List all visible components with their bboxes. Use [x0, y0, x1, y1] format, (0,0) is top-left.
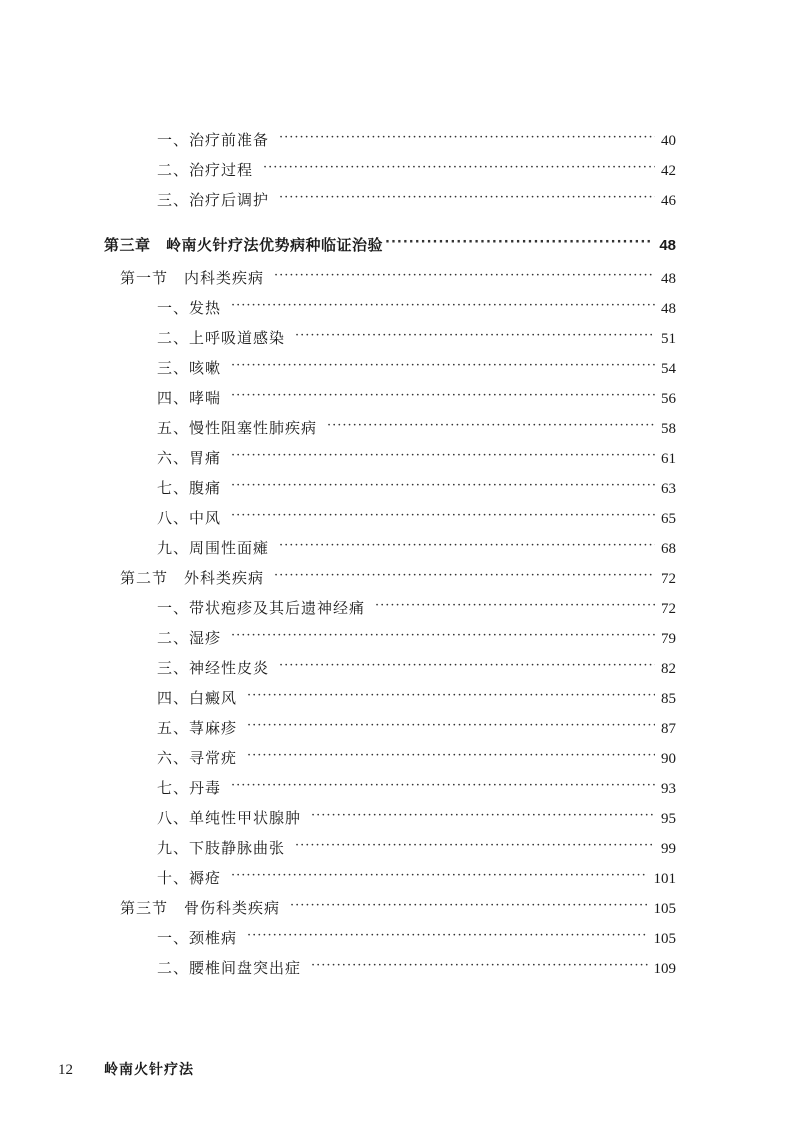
dot-leader: [247, 922, 647, 946]
dot-leader: [263, 154, 655, 178]
dot-leader: [274, 262, 655, 286]
toc-entry-title: 九、周围性面瘫: [157, 539, 270, 557]
toc-entry-title: 八、单纯性甲状腺肿: [157, 809, 302, 827]
toc-entry-title: 五、慢性阻塞性肺疾病: [157, 419, 318, 437]
dot-leader: [231, 622, 655, 646]
toc-entry-page: 99: [661, 841, 676, 857]
toc-entry-page: 85: [661, 691, 676, 707]
toc-entry-title: 十、褥疮: [157, 869, 222, 887]
dot-leader: [231, 352, 655, 376]
toc-entry-page: 61: [661, 451, 676, 467]
toc-entry-title: 四、哮喘: [157, 389, 222, 407]
toc-entry-title: 一、颈椎病: [157, 929, 238, 947]
toc-entry: [157, 686, 676, 710]
toc-entry: [157, 296, 676, 320]
toc-entry-page: 48: [661, 271, 676, 287]
toc-entry-title: 二、上呼吸道感染: [157, 329, 286, 347]
toc-entry-title: 一、带状疱疹及其后遗神经痛: [157, 599, 366, 617]
toc-entry: [157, 506, 676, 530]
toc-entry-title: 一、治疗前准备: [157, 131, 270, 149]
dot-leader: [279, 184, 655, 208]
toc-entry-title: 三、咳嗽: [157, 359, 222, 377]
toc-entry-page: 46: [661, 193, 676, 209]
dot-leader: [385, 229, 653, 253]
toc-entry-title: 三、治疗后调护: [157, 191, 270, 209]
toc-entry-page: 90: [661, 751, 676, 767]
toc-entry: [157, 836, 676, 860]
dot-leader: [295, 832, 655, 856]
toc-chapter-heading: [104, 233, 676, 257]
toc-entry-page: 79: [661, 631, 676, 647]
toc-entry-title: 二、湿疹: [157, 629, 222, 647]
toc-entry-page: 42: [661, 163, 676, 179]
toc-entry-page: 87: [661, 721, 676, 737]
toc-entry: [157, 386, 676, 410]
dot-leader: [279, 652, 655, 676]
toc-entry-page: 105: [653, 901, 676, 917]
toc-entry: [157, 956, 676, 980]
toc-entry: [157, 596, 676, 620]
toc-entry-page: 82: [661, 661, 676, 677]
toc-entry-page: 72: [661, 601, 676, 617]
toc-entry-page: 48: [659, 237, 676, 254]
toc-entry: [157, 128, 676, 152]
toc-entry: [157, 926, 676, 950]
toc-entry-title: 一、发热: [157, 299, 222, 317]
toc-entry: [157, 188, 676, 212]
toc-entry: [157, 356, 676, 380]
toc-entry: [157, 446, 676, 470]
toc-entry-title: 八、中风: [157, 509, 222, 527]
toc-entry-title: 七、丹毒: [157, 779, 222, 797]
toc-entry-title: 第三节 骨伤科类疾病: [120, 899, 281, 917]
dot-leader: [247, 712, 655, 736]
running-book-title: 岭南火针疗法: [104, 1062, 194, 1078]
toc-entry-page: 63: [661, 481, 676, 497]
toc-section-heading: [120, 266, 676, 290]
toc-entry: [157, 806, 676, 830]
toc-entry: [157, 866, 676, 890]
dot-leader: [231, 502, 655, 526]
toc-entry-page: 51: [661, 331, 676, 347]
toc-entry: [157, 776, 676, 800]
toc-entry-page: 93: [661, 781, 676, 797]
dot-leader: [231, 862, 647, 886]
dot-leader: [311, 952, 647, 976]
dot-leader: [231, 472, 655, 496]
toc-entry-title: 六、寻常疣: [157, 749, 238, 767]
dot-leader: [274, 562, 655, 586]
toc-entry: [157, 536, 676, 560]
toc-entry-page: 101: [653, 871, 676, 887]
dot-leader: [247, 682, 655, 706]
toc-entry-page: 72: [661, 571, 676, 587]
toc-entry: [157, 626, 676, 650]
dot-leader: [375, 592, 655, 616]
dot-leader: [279, 124, 655, 148]
toc-entry: [157, 158, 676, 182]
dot-leader: [279, 532, 655, 556]
dot-leader: [231, 292, 655, 316]
toc-entry-title: 五、荨麻疹: [157, 719, 238, 737]
dot-leader: [231, 772, 655, 796]
dot-leader: [247, 742, 655, 766]
toc-entry: [157, 716, 676, 740]
toc-entry-page: 95: [661, 811, 676, 827]
page-number: 12: [58, 1062, 73, 1078]
toc-entry: [157, 476, 676, 500]
dot-leader: [295, 322, 655, 346]
toc-entry-title: 第三章 岭南火针疗法优势病种临证治验: [104, 236, 384, 254]
toc-entry: [157, 746, 676, 770]
toc-entry-page: 56: [661, 391, 676, 407]
toc-entry: [157, 326, 676, 350]
dot-leader: [327, 412, 655, 436]
dot-leader: [231, 382, 655, 406]
toc-entry-page: 105: [653, 931, 676, 947]
toc-entry-title: 第一节 内科类疾病: [120, 269, 265, 287]
toc-entry: [157, 416, 676, 440]
toc-entry-page: 68: [661, 541, 676, 557]
toc-entry-title: 九、下肢静脉曲张: [157, 839, 286, 857]
toc-section-heading: [120, 896, 676, 920]
toc-entry-page: 40: [661, 133, 676, 149]
toc-entry-page: 54: [661, 361, 676, 377]
toc-entry-title: 二、治疗过程: [157, 161, 254, 179]
dot-leader: [311, 802, 655, 826]
toc-entry-title: 三、神经性皮炎: [157, 659, 270, 677]
toc-entry-page: 58: [661, 421, 676, 437]
toc-entry-title: 第二节 外科类疾病: [120, 569, 265, 587]
toc-entry-title: 七、腹痛: [157, 479, 222, 497]
toc-entry: [157, 656, 676, 680]
dot-leader: [290, 892, 647, 916]
toc-entry-page: 109: [653, 961, 676, 977]
toc-entry-title: 四、白癜风: [157, 689, 238, 707]
toc-entry-title: 六、胃痛: [157, 449, 222, 467]
toc-entry-title: 二、腰椎间盘突出症: [157, 959, 302, 977]
toc-entry-page: 48: [661, 301, 676, 317]
dot-leader: [231, 442, 655, 466]
toc-entry-page: 65: [661, 511, 676, 527]
page-footer: [58, 1058, 194, 1082]
toc-section-heading: [120, 566, 676, 590]
